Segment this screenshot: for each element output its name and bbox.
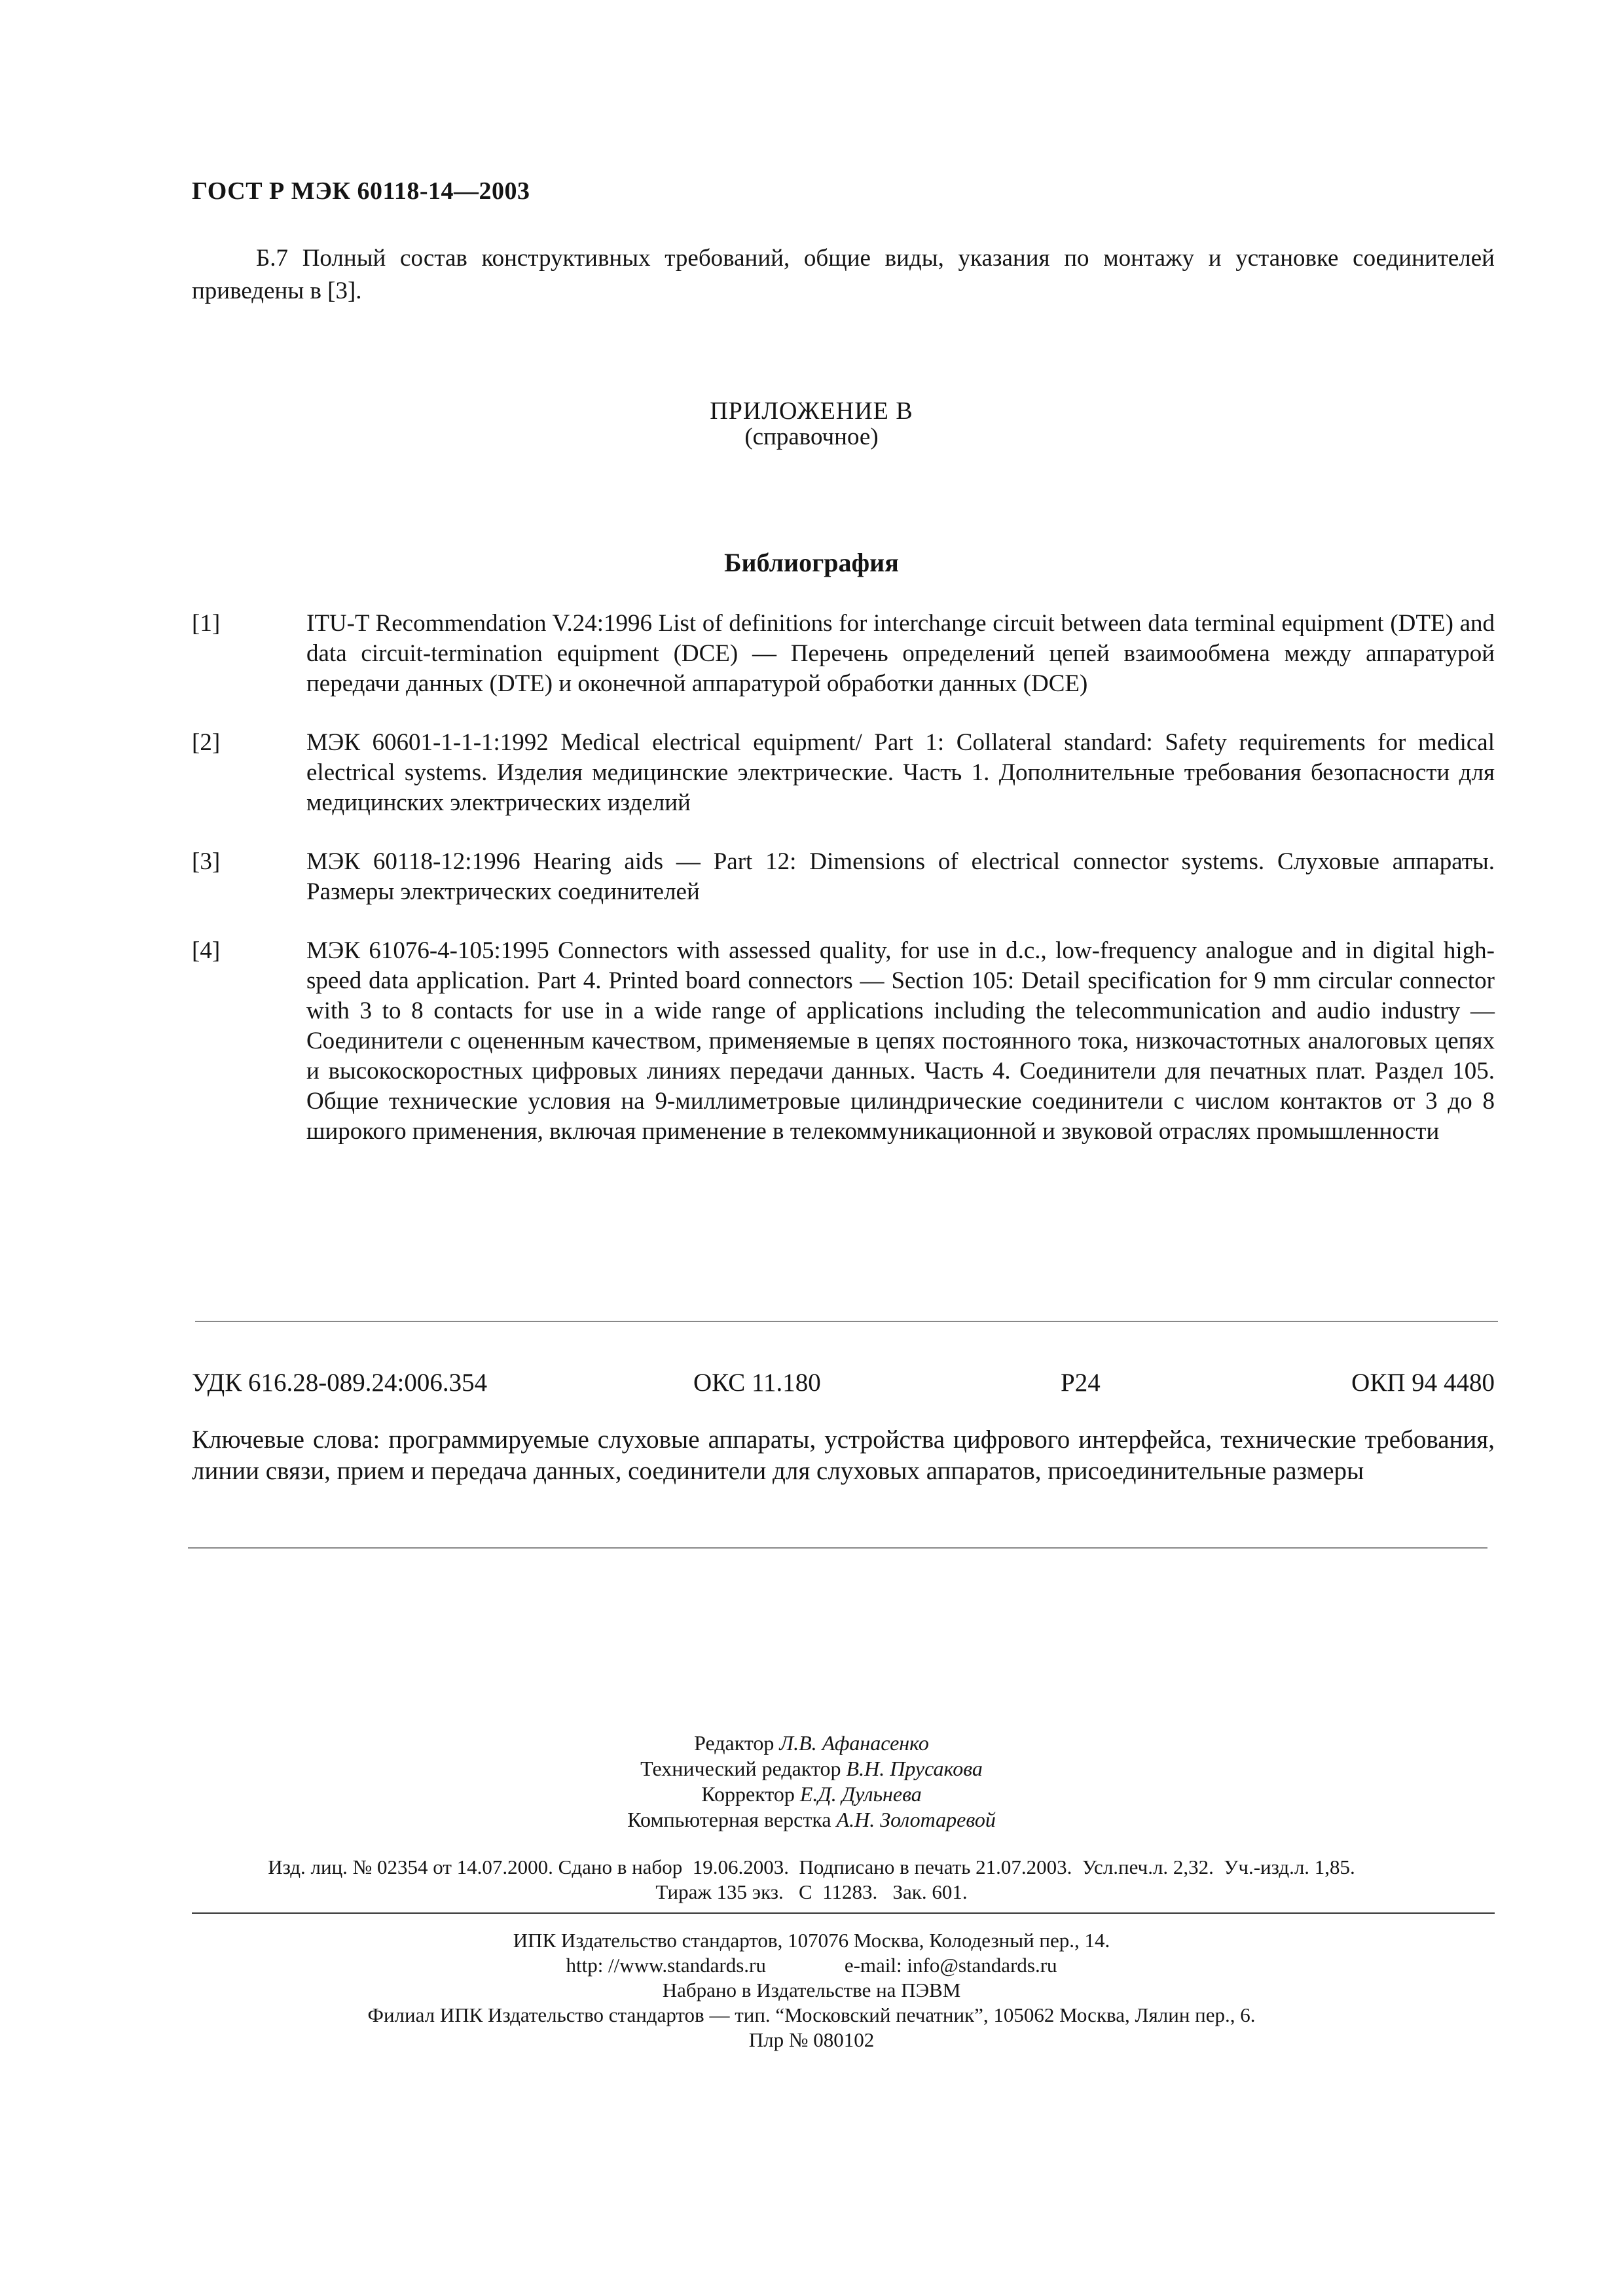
bibliography-item-number: [1] — [192, 610, 221, 637]
bibliography-item — [192, 728, 1495, 819]
section-b7-text: Б.7 Полный состав конструктивных требований, общие виды, указания по монтажу и установке соединителей приведены в [3]. — [192, 245, 1495, 304]
tech-editor-line — [0, 1756, 1623, 1782]
publication-line: Изд. лиц. № 02354 от 14.07.2000. Сдано в набор 19.06.2003. Подписано в печать 21.07.2003. Усл.печ.л. 2,32. Уч.-изд.л. 1,85. — [268, 1856, 1355, 1878]
bibliography-item — [192, 609, 1495, 700]
layout-label: Компьютерная верстка — [627, 1808, 831, 1831]
layout-name: А.Н. Золотаревой — [836, 1808, 996, 1831]
tech-editor-label: Технический редактор — [640, 1757, 841, 1780]
layout-line — [0, 1807, 1623, 1833]
category-code: Р24 — [1061, 1369, 1101, 1397]
appendix-subtitle: (справочное) — [744, 423, 879, 450]
publisher-line: ИПК Издательство стандартов, 107076 Москва, Колодезный пер., 14. — [513, 1929, 1110, 1952]
divider-line — [188, 1547, 1487, 1549]
udk-code: УДК 616.28-089.24:006.354 — [192, 1369, 488, 1397]
bibliography-item-number: [2] — [192, 729, 221, 756]
divider-line — [195, 1321, 1498, 1322]
bibliography-item-text: ITU-T Recommendation V.24:1996 List of definitions for interchange circuit between data terminal equipment (DTE) and data circuit-termination equipment (DCE) — Перечень определений цепей взаимообмена между аппаратурой передачи данных (DTE) и оконечной аппаратурой обработки данных (DCE) — [306, 610, 1495, 697]
bibliography-item — [192, 847, 1495, 908]
credits-block — [0, 1731, 1623, 1833]
typeset-line: Набрано в Издательстве на ПЭВМ — [662, 1979, 961, 2001]
editor-line — [0, 1731, 1623, 1756]
corrector-name: Е.Д. Дульнева — [799, 1782, 922, 1806]
editor-name: Л.В. Афанасенко — [779, 1731, 929, 1755]
publication-info — [0, 1855, 1623, 1905]
bibliography-item-text: МЭК 60118-12:1996 Hearing aids — Part 12: Dimensions of electrical connector systems. Слуховые аппараты. Размеры электрических соединителей — [306, 848, 1495, 905]
website-link[interactable]: http: //www.standards.ru — [566, 1954, 766, 1977]
editor-label: Редактор — [694, 1731, 775, 1755]
oks-code: ОКС 11.180 — [693, 1369, 821, 1397]
document-header: ГОСТ Р МЭК 60118-14—2003 — [192, 177, 530, 205]
email-link[interactable]: e-mail: info@standards.ru — [844, 1954, 1057, 1977]
imprint-block — [0, 1928, 1623, 2053]
corrector-label: Корректор — [701, 1782, 795, 1806]
bibliography-item — [192, 936, 1495, 1178]
bibliography-item-text: МЭК 60601-1-1-1:1992 Medical electrical equipment/ Part 1: Collateral standard: Safety requirements for medical electrical systems. Изделия медицинские электрические. Часть 1. Дополнительные требования безопасности для медицинских электрических изделий — [306, 729, 1495, 816]
divider-line — [192, 1912, 1495, 1914]
appendix-title: ПРИЛОЖЕНИЕ В — [710, 397, 913, 425]
plr-line: Плр № 080102 — [748, 2028, 875, 2051]
keywords-text: Ключевые слова: программируемые слуховые аппараты, устройства цифрового интерфейса, технические требования, линии связи, прием и передача данных, соединители для слуховых аппаратов, присоединительные размеры — [192, 1426, 1495, 1485]
bibliography-title: Библиография — [724, 548, 899, 577]
bibliography-item-number: [3] — [192, 848, 221, 875]
bibliography-item-number: [4] — [192, 937, 221, 964]
branch-line: Филиал ИПК Издательство стандартов — тип. “Московский печатник”, 105062 Москва, Лялин пер., 6. — [367, 2003, 1256, 2026]
publication-line: Тираж 135 экз. С 11283. Зак. 601. — [655, 1880, 968, 1903]
tech-editor-name: В.Н. Прусакова — [846, 1757, 983, 1780]
bibliography-item-text: МЭК 61076-4-105:1995 Connectors with assessed quality, for use in d.c., low-frequency analogue and in digital high-speed data application. Part 4. Printed board connectors — Section 105: Detail specification for 9 mm circular connector with 3 to 8 contacts for use in a wide range of applications including the telecommunication and audio industry — Соединители с оцененным качеством, применяемые в цепях постоянного тока, низкочастотных аналоговых цепях и высокоскоростных цифровых линиях передачи данных. Часть 4. Соединители для печатных плат. Раздел 105. Общие технические условия на 9-миллиметровые цилиндрические соединители с числом контактов от 3 до 8 широкого применения, включая применение в телекоммуникационной и звуковой отраслях промышленности — [306, 937, 1495, 1145]
contacts-line — [0, 1953, 1623, 1978]
corrector-line — [0, 1782, 1623, 1807]
okp-code: ОКП 94 4480 — [1351, 1369, 1495, 1397]
